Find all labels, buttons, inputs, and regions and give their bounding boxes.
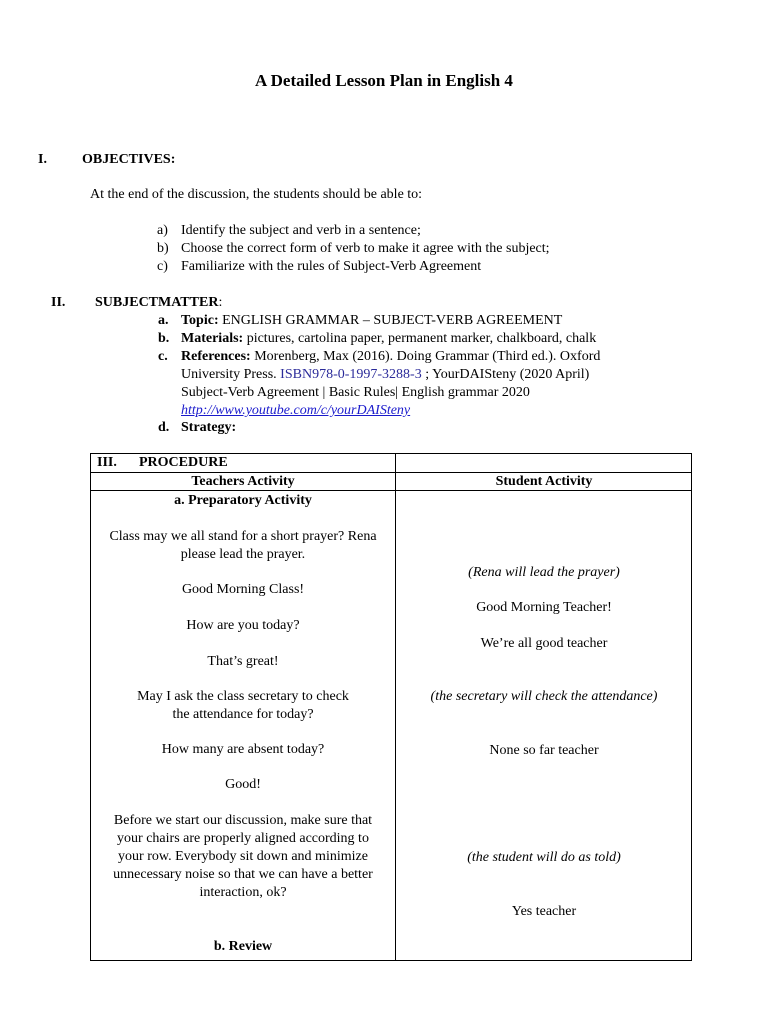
- topic-line: [181, 313, 562, 329]
- strategy-label: Strategy:: [181, 420, 237, 435]
- references-url-link[interactable]: http://www.youtube.com/c/yourDAISteny: [181, 403, 411, 418]
- procedure-heading: PROCEDURE: [139, 455, 228, 470]
- materials-value: pictures, cartolina paper, permanent marker, chalkboard, chalk: [246, 331, 597, 346]
- objective-item-b: Choose the correct form of verb to make it agree with the subject;: [181, 241, 550, 256]
- references-line1-text: Morenberg, Max (2016). Doing Grammar (Third ed.). Oxford: [254, 349, 601, 364]
- teacher-line: interaction, ok?: [199, 885, 287, 900]
- objective-marker-a: a): [157, 223, 168, 238]
- topic-marker: a.: [158, 313, 169, 328]
- subject-matter-heading: [95, 295, 222, 311]
- objectives-heading: OBJECTIVES:: [82, 152, 176, 167]
- references-label: References:: [181, 349, 251, 364]
- teacher-line: How many are absent today?: [161, 742, 325, 757]
- procedure-table: [90, 453, 692, 961]
- materials-line: [181, 331, 596, 347]
- teacher-line: May I ask the class secretary to check: [137, 689, 349, 704]
- teacher-line: That’s great!: [207, 654, 279, 669]
- references-line-1: [181, 349, 600, 365]
- teacher-line: please lead the prayer.: [180, 547, 306, 562]
- teacher-line: your row. Everybody sit down and minimize: [118, 849, 368, 864]
- references-line-2: [181, 367, 589, 383]
- objective-item-c: Familiarize with the rules of Subject-Verb Agreement: [181, 259, 482, 274]
- teacher-line: Good Morning Class!: [181, 582, 305, 597]
- teacher-line: the attendance for today?: [172, 707, 314, 722]
- subject-matter-heading-text: SUBJECTMATTER: [95, 295, 219, 310]
- document-title: A Detailed Lesson Plan in English 4: [255, 71, 513, 90]
- subject-matter-colon: :: [218, 295, 223, 310]
- topic-label: Topic:: [181, 313, 219, 328]
- student-line: (the student will do as told): [467, 850, 621, 865]
- teacher-line: Class may we all stand for a short prayer? Rena: [109, 529, 377, 544]
- references-line2-rest: ; YourDAISteny (2020 April): [425, 367, 590, 382]
- objective-marker-c: c): [157, 259, 168, 274]
- subject-matter-numeral: II.: [51, 295, 66, 310]
- student-activity-header: Student Activity: [495, 474, 593, 489]
- teacher-line: Before we start our discussion, make sure that: [113, 813, 373, 828]
- student-line: (the secretary will check the attendance): [430, 689, 658, 704]
- column-divider: [395, 454, 396, 960]
- objective-marker-b: b): [157, 241, 169, 256]
- materials-label: Materials:: [181, 331, 244, 346]
- strategy-marker: d.: [158, 420, 170, 435]
- materials-marker: b.: [158, 331, 170, 346]
- references-publisher: University Press.: [181, 367, 277, 382]
- student-line: (Rena will lead the prayer): [468, 565, 620, 580]
- objectives-intro: At the end of the discussion, the students should be able to:: [90, 187, 423, 202]
- teacher-line: How are you today?: [186, 618, 300, 633]
- student-line: Good Morning Teacher!: [476, 600, 612, 615]
- preparatory-activity-heading: a. Preparatory Activity: [174, 493, 312, 508]
- procedure-numeral: III.: [97, 455, 117, 470]
- student-line: We’re all good teacher: [480, 636, 608, 651]
- teacher-line: Good!: [225, 777, 261, 792]
- teacher-line: unnecessary noise so that we can have a better: [113, 867, 373, 882]
- student-line: Yes teacher: [511, 904, 577, 919]
- teacher-line: your chairs are properly aligned according to: [117, 831, 369, 846]
- topic-value: ENGLISH GRAMMAR – SUBJECT-VERB AGREEMENT: [222, 313, 563, 328]
- references-isbn: ISBN978-0-1997-3288-3: [280, 367, 422, 382]
- objective-item-a: Identify the subject and verb in a sentence;: [181, 223, 421, 238]
- teacher-activity-header: Teachers Activity: [191, 474, 295, 489]
- objectives-numeral: I.: [38, 152, 47, 167]
- references-line-3: Subject-Verb Agreement | Basic Rules| English grammar 2020: [181, 385, 530, 400]
- review-heading: b. Review: [213, 939, 273, 954]
- references-marker: c.: [158, 349, 168, 364]
- student-line: None so far teacher: [489, 743, 599, 758]
